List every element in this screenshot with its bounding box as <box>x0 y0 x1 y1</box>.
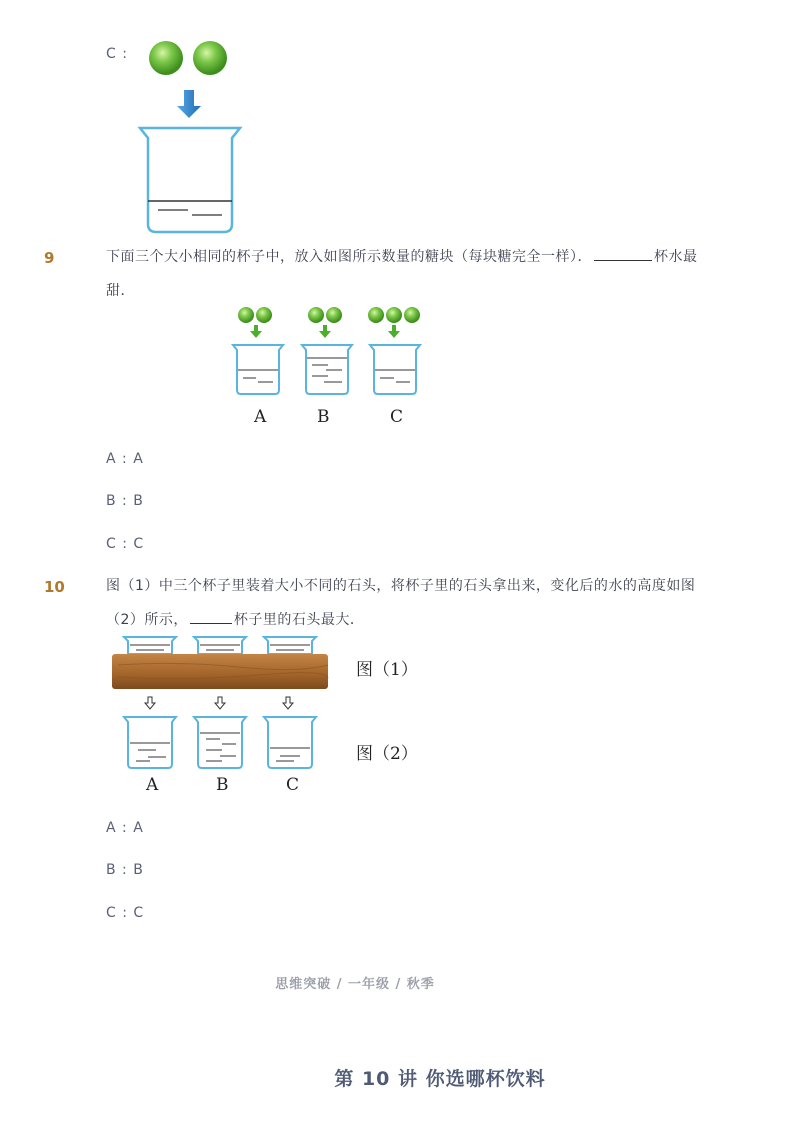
option-c[interactable]: C : C <box>106 905 145 921</box>
beaker-icon <box>194 717 246 768</box>
cup-label-a: A <box>254 407 267 427</box>
candy-icon <box>368 307 384 323</box>
candy-icon <box>193 41 227 75</box>
q9-sugar-cups-figure <box>228 300 438 400</box>
lesson-title: 第 10 讲 你选哪杯饮料 <box>334 1068 546 1090</box>
down-arrow-icon <box>177 90 201 118</box>
down-arrow-icon <box>283 697 293 709</box>
candy-icon <box>386 307 402 323</box>
candy-icon <box>326 307 342 323</box>
option-a[interactable]: A : A <box>106 820 144 836</box>
down-arrow-icon <box>388 325 400 338</box>
cup-label-c: C <box>286 775 300 795</box>
candy-icon <box>308 307 324 323</box>
question-number: 10 <box>44 578 65 596</box>
question-text <box>106 240 746 308</box>
option-b[interactable]: B : B <box>106 493 144 509</box>
q8-option-c-figure <box>130 36 250 236</box>
down-arrow-icon <box>250 325 262 338</box>
cup-label-c: C <box>390 407 404 427</box>
figure-2-label: 图（2） <box>356 744 418 764</box>
page-footer-breadcrumb: 思维突破 / 一年级 / 秋季 <box>275 977 435 992</box>
question-text-part: 杯子里的石头最大． <box>233 612 365 628</box>
cup-label-b: B <box>317 407 330 427</box>
question-text-part: 杯水最 <box>654 249 698 265</box>
question-text <box>106 569 766 637</box>
answer-blank[interactable] <box>190 609 232 624</box>
figure-1-label: 图（1） <box>356 660 418 680</box>
option-a[interactable]: A : A <box>106 451 144 467</box>
down-arrow-icon <box>319 325 331 338</box>
wooden-board <box>112 654 328 689</box>
q10-stones-figure <box>110 633 335 773</box>
cup-label-a: A <box>146 775 159 795</box>
answer-blank[interactable] <box>594 246 652 261</box>
option-b[interactable]: B : B <box>106 862 144 878</box>
cup-label-b: B <box>216 775 229 795</box>
beaker-icon <box>264 717 316 768</box>
candy-icon <box>404 307 420 323</box>
question-text-part: （2）所示， <box>106 612 188 628</box>
option-c[interactable]: C : C <box>106 536 145 552</box>
candy-icon <box>238 307 254 323</box>
question-number: 9 <box>44 249 55 267</box>
question-text-part: 甜． <box>106 283 135 299</box>
candy-icon <box>256 307 272 323</box>
down-arrow-icon <box>145 697 155 709</box>
q8-option-c-label[interactable]: C : <box>106 46 128 62</box>
beaker-icon <box>140 128 240 232</box>
candy-icon <box>149 41 183 75</box>
question-text-part: 图（1）中三个杯子里装着大小不同的石头，将杯子里的石头拿出来，变化后的水的高度如图 <box>106 578 696 594</box>
question-text-part: 下面三个大小相同的杯子中，放入如图所示数量的糖块（每块糖完全一样）． <box>106 249 592 265</box>
down-arrow-icon <box>215 697 225 709</box>
